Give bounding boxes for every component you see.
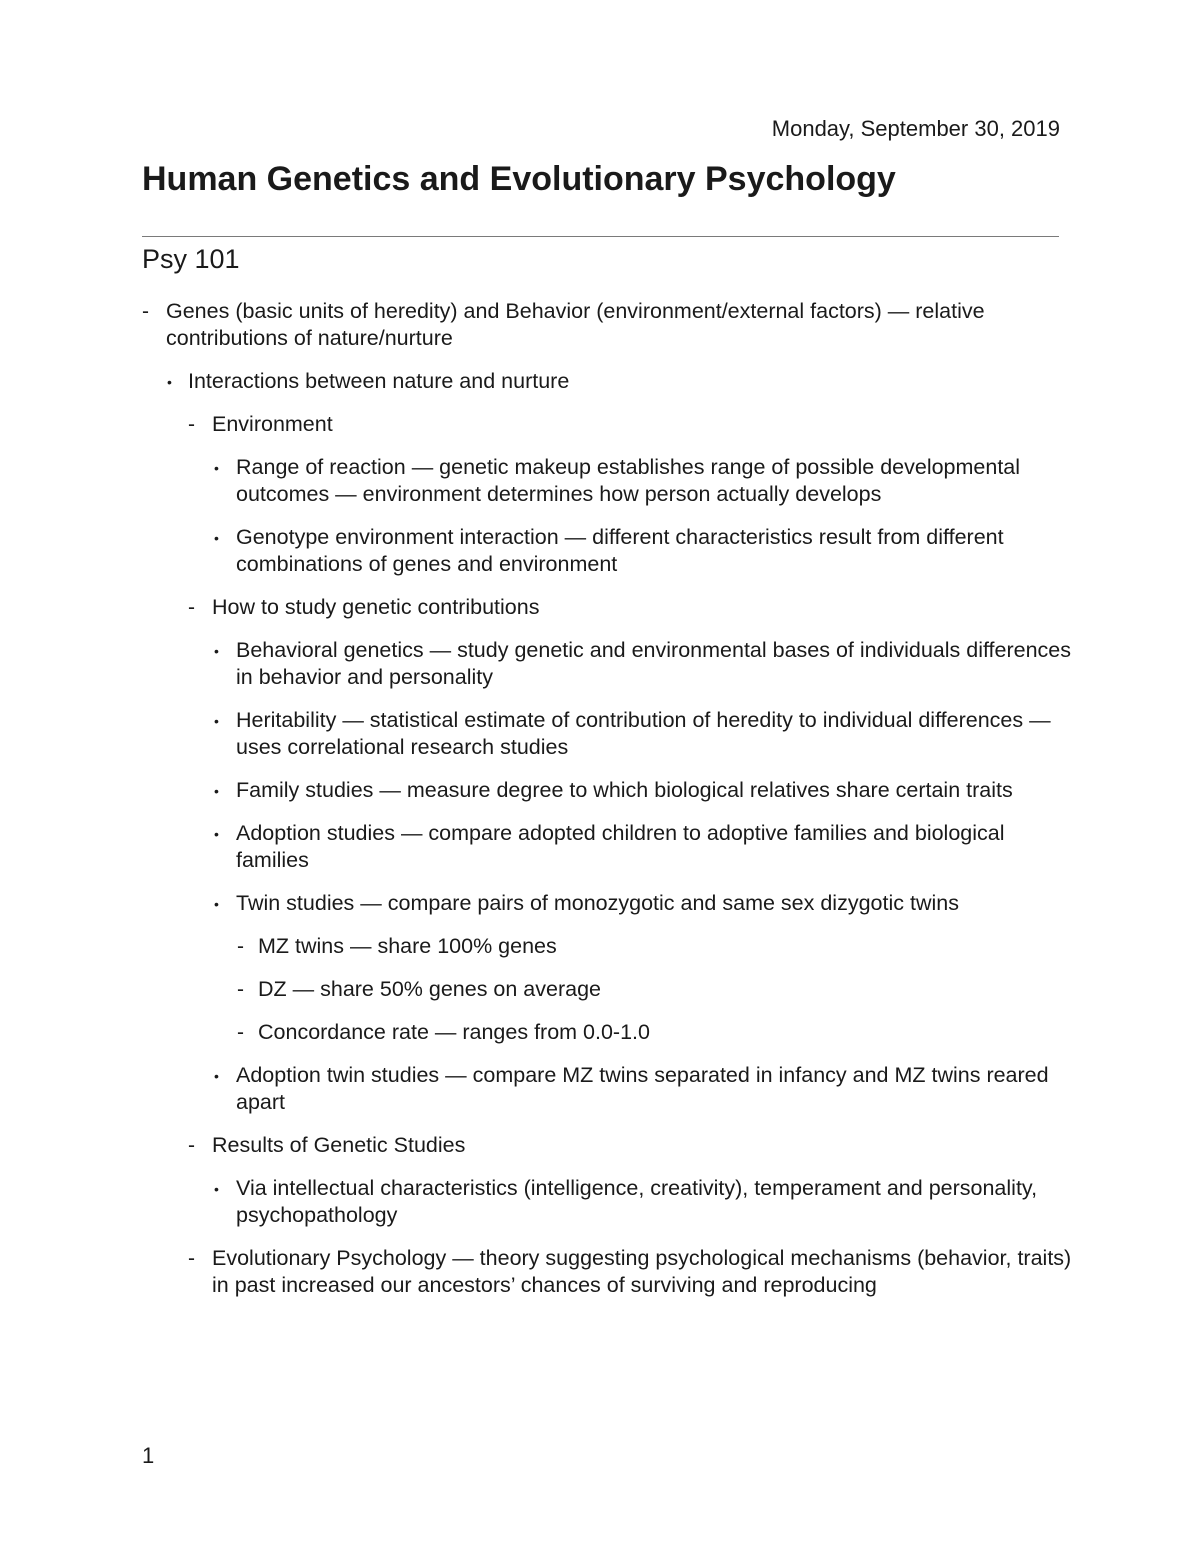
title-divider bbox=[142, 236, 1059, 237]
list-item-text: MZ twins — share 100% genes bbox=[258, 934, 557, 958]
page-title: Human Genetics and Evolutionary Psychology bbox=[142, 160, 896, 198]
list-item-text: Genotype environment interaction — different characteristics result from different combinations of genes and environment bbox=[236, 525, 1004, 576]
dash-bullet-icon: - bbox=[188, 413, 195, 436]
list-item-text: Results of Genetic Studies bbox=[212, 1133, 466, 1157]
list-item-text: Interactions between nature and nurture bbox=[188, 369, 570, 393]
list-item-text: Heritability — statistical estimate of contribution of heredity to individual differences — uses correlational research studies bbox=[236, 708, 1051, 759]
dot-bullet-icon: • bbox=[214, 826, 219, 842]
list-item bbox=[142, 298, 1072, 352]
list-item-text: Twin studies — compare pairs of monozygotic and same sex dizygotic twins bbox=[236, 891, 959, 915]
list-item bbox=[142, 454, 1072, 508]
page-number: 1 bbox=[142, 1443, 155, 1468]
dot-bullet-icon: • bbox=[214, 460, 219, 476]
list-item bbox=[142, 411, 1072, 438]
dot-bullet-icon: • bbox=[214, 530, 219, 546]
list-item bbox=[142, 820, 1072, 874]
list-item-text: Behavioral genetics — study genetic and environmental bases of individuals differences in behavior and personality bbox=[236, 638, 1072, 689]
list-item bbox=[142, 976, 1072, 1003]
dash-bullet-icon: - bbox=[237, 1021, 244, 1044]
list-item bbox=[142, 1245, 1072, 1299]
dash-bullet-icon: - bbox=[237, 935, 244, 958]
list-item bbox=[142, 1062, 1072, 1116]
list-item-text: Range of reaction — genetic makeup establishes range of possible developmental outcomes — environment determines how person actually develops bbox=[236, 455, 1021, 506]
list-item-text: Via intellectual characteristics (intelligence, creativity), temperament and personality, psychopathology bbox=[236, 1176, 1038, 1227]
list-item bbox=[142, 777, 1072, 804]
list-item-text: Family studies — measure degree to which biological relatives share certain traits bbox=[236, 778, 1013, 802]
list-item-text: Adoption studies — compare adopted children to adoptive families and biological families bbox=[236, 821, 1005, 872]
dot-bullet-icon: • bbox=[214, 783, 219, 799]
list-item bbox=[142, 368, 1072, 395]
list-item-text: Adoption twin studies — compare MZ twins separated in infancy and MZ twins reared apart bbox=[236, 1063, 1049, 1114]
note-date: Monday, September 30, 2019 bbox=[771, 116, 1060, 141]
list-item-text: Evolutionary Psychology — theory suggesting psychological mechanisms (behavior, traits) in past increased our ancestors’ chances of surviving and reproducing bbox=[212, 1246, 1072, 1297]
dot-bullet-icon: • bbox=[214, 1068, 219, 1084]
dash-bullet-icon: - bbox=[188, 1247, 195, 1270]
dot-bullet-icon: • bbox=[214, 643, 219, 659]
list-item bbox=[142, 707, 1072, 761]
dot-bullet-icon: • bbox=[214, 1181, 219, 1197]
notes-outline bbox=[142, 298, 1072, 1315]
section-heading: Psy 101 bbox=[142, 244, 240, 274]
list-item bbox=[142, 1019, 1072, 1046]
list-item-text: How to study genetic contributions bbox=[212, 595, 540, 619]
list-item-text: Genes (basic units of heredity) and Behavior (environment/external factors) — relative contributions of nature/nurture bbox=[166, 299, 985, 350]
dash-bullet-icon: - bbox=[188, 1134, 195, 1157]
list-item bbox=[142, 637, 1072, 691]
list-item bbox=[142, 524, 1072, 578]
dot-bullet-icon: • bbox=[214, 713, 219, 729]
list-item bbox=[142, 1175, 1072, 1229]
list-item bbox=[142, 933, 1072, 960]
list-item bbox=[142, 890, 1072, 917]
list-item-text: DZ — share 50% genes on average bbox=[258, 977, 602, 1001]
dash-bullet-icon: - bbox=[188, 596, 195, 619]
list-item-text: Concordance rate — ranges from 0.0-1.0 bbox=[258, 1020, 650, 1044]
list-item-text: Environment bbox=[212, 412, 333, 436]
dash-bullet-icon: - bbox=[142, 300, 149, 323]
dash-bullet-icon: - bbox=[237, 978, 244, 1001]
list-item bbox=[142, 1132, 1072, 1159]
dot-bullet-icon: • bbox=[167, 374, 172, 390]
dot-bullet-icon: • bbox=[214, 896, 219, 912]
list-item bbox=[142, 594, 1072, 621]
